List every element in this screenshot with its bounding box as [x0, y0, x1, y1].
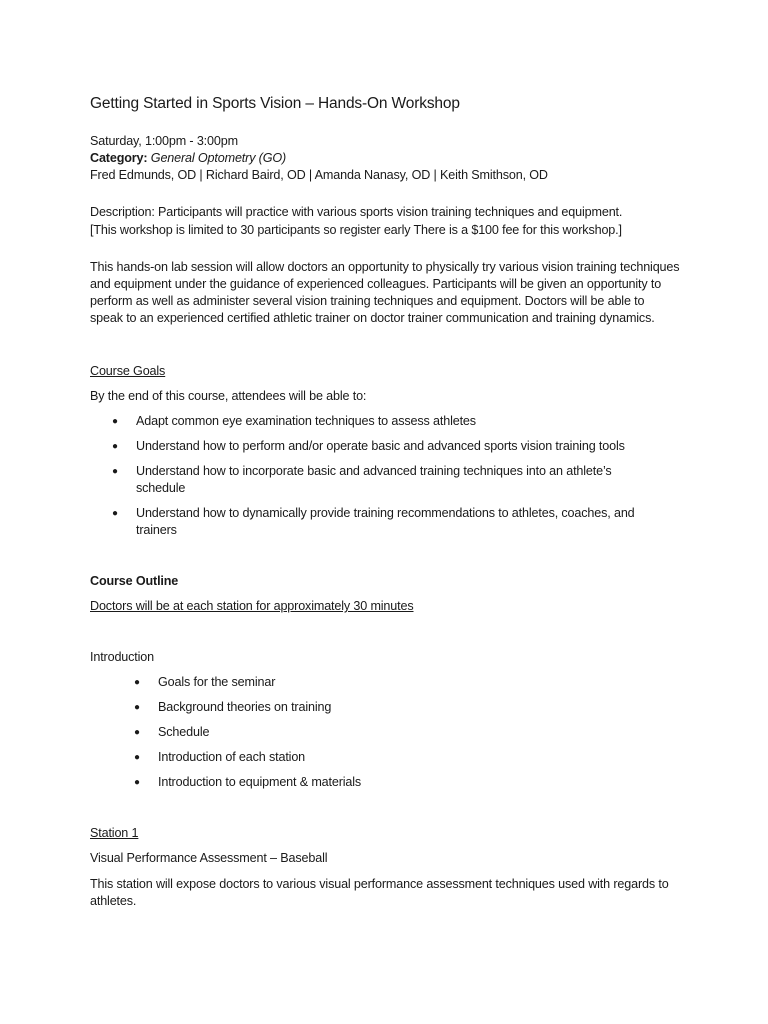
course-outline-note: Doctors will be at each station for approximately 30 minutes [90, 599, 414, 613]
list-item: ● Introduction to equipment & materials [90, 774, 690, 799]
course-outline-heading [90, 573, 680, 590]
introduction-list [90, 674, 690, 799]
station1-text: This station will expose doctors to various visual performance assessment techniques used with regards to athletes. [90, 877, 669, 908]
station1-heading: Station 1 [90, 826, 139, 840]
list-item: ● Introduction of each station [90, 749, 690, 774]
introduction-heading: Introduction [90, 650, 155, 664]
list-item: ● Understand how to dynamically provide training recommendations to athletes, coaches, and trainers [90, 505, 666, 539]
course-outline-title: Course Outline [90, 574, 179, 588]
category-line [90, 150, 680, 167]
page-title: Getting Started in Sports Vision – Hands-On Workshop [90, 95, 460, 112]
presenters-text: Fred Edmunds, OD | Richard Baird, OD | Amanda Nanasy, OD | Keith Smithson, OD [90, 168, 548, 182]
list-item: ● Understand how to incorporate basic and advanced training techniques into an athlete’s schedule [90, 463, 648, 497]
course-goals-list [90, 413, 690, 547]
schedule-text: Saturday, 1:00pm - 3:00pm [90, 134, 238, 148]
list-item: ● Background theories on training [90, 699, 690, 724]
description-line-1: Description: Participants will practice with various sports vision training techniques and equipment. [90, 205, 623, 219]
course-goals-lead: By the end of this course, attendees will be able to: [90, 389, 367, 403]
intro-paragraph: This hands-on lab session will allow doctors an opportunity to physically try various vision training techniques and equipment under the guidance of experienced colleagues. Participants will be given an opportunity to perform as well as administer several vision training techniques and equipment. Doctors will be able to speak to an experienced certified athletic trainer on doctor trainer communication and training dynamics. [90, 260, 680, 325]
list-item: ● Goals for the seminar [90, 674, 690, 699]
station1-subtitle: Visual Performance Assessment – Baseball [90, 851, 328, 865]
list-item: ● Adapt common eye examination techniques to assess athletes [90, 413, 690, 430]
category-label: Category: [90, 151, 148, 165]
category-value: General Optometry (GO) [150, 151, 287, 165]
description-line-2: [This workshop is limited to 30 participants so register early There is a $100 fee for this workshop.] [90, 223, 622, 237]
list-item: ● Schedule [90, 724, 690, 749]
list-item: ● Understand how to perform and/or operate basic and advanced sports vision training tools [90, 438, 690, 455]
course-goals-heading: Course Goals [90, 364, 166, 378]
